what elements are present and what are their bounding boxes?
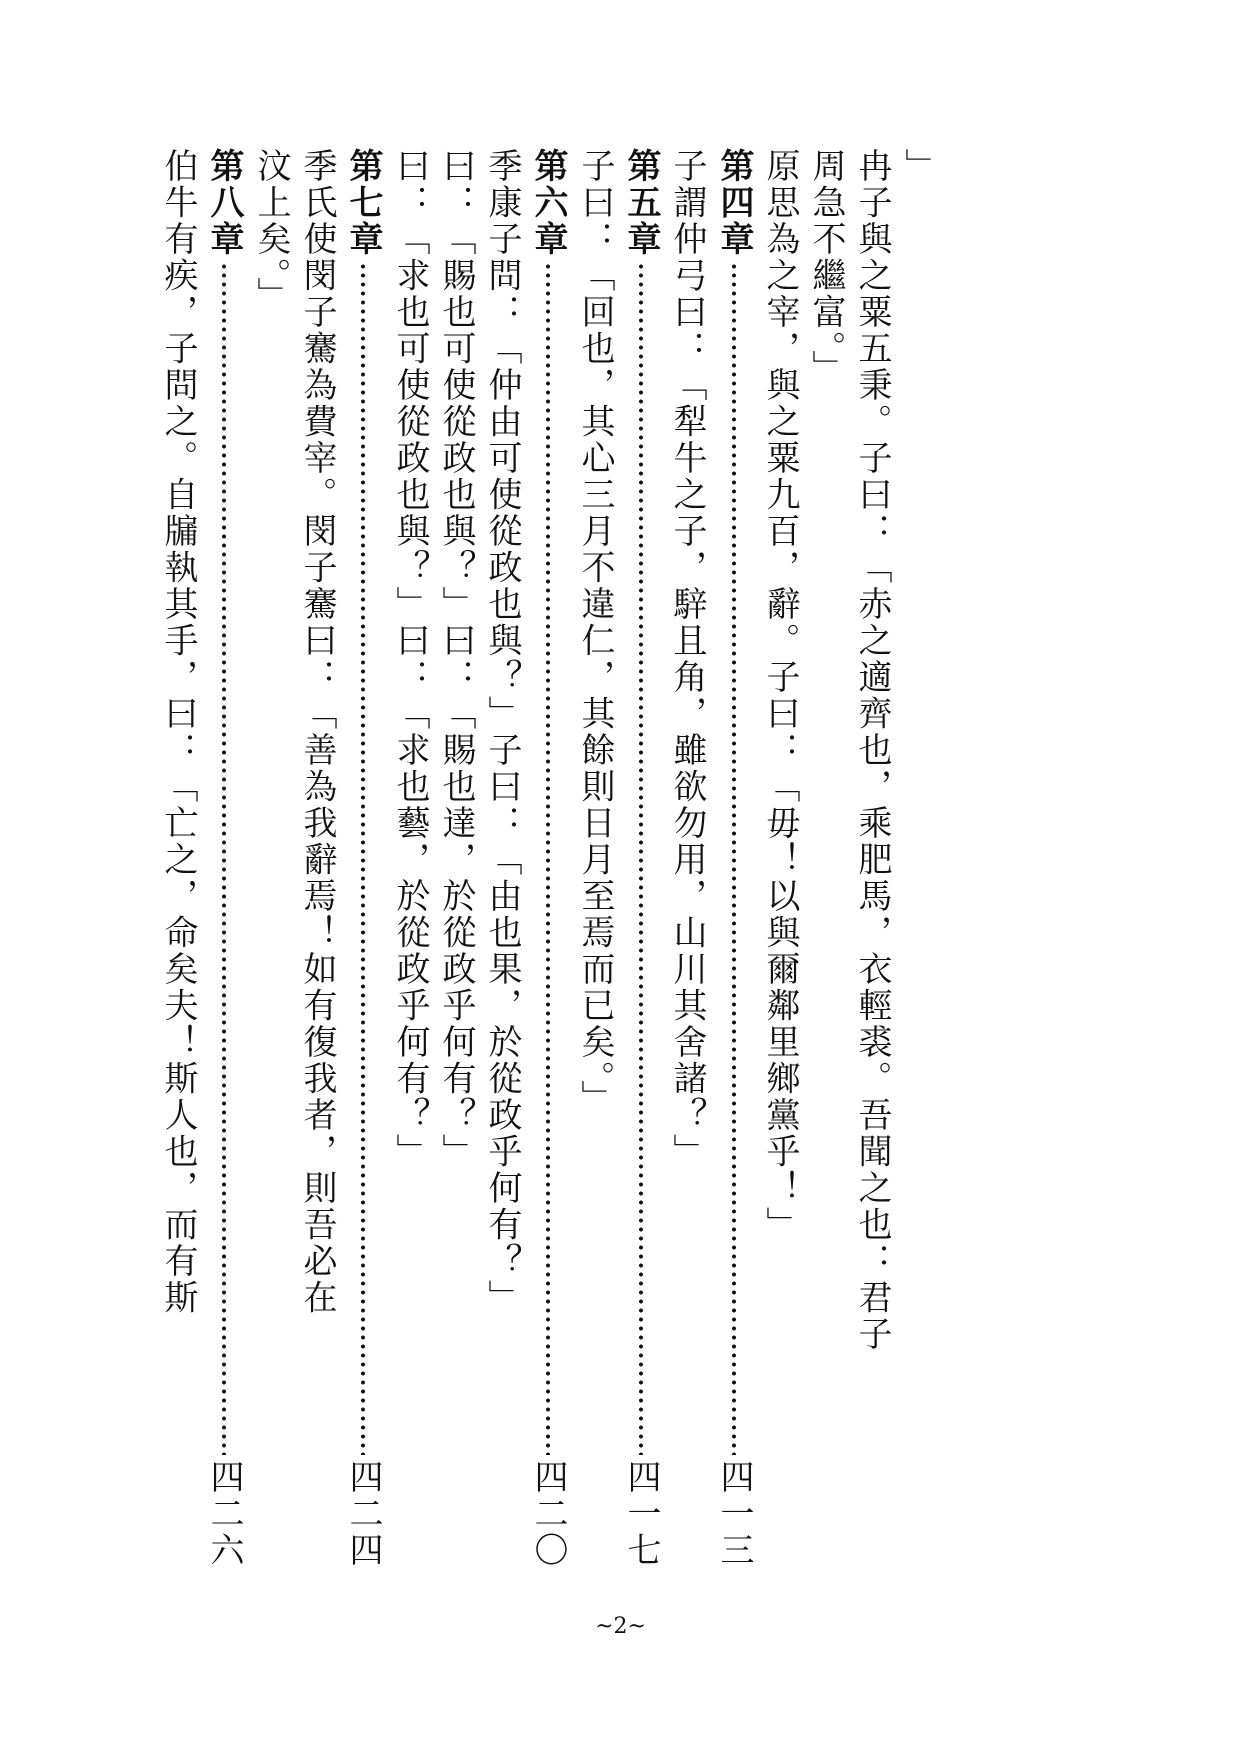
chapter-heading-8: [201, 148, 247, 1568]
chapter-page-number: 四二〇: [528, 1458, 568, 1568]
chapter-title: 第四章: [714, 148, 754, 258]
text-column: 原思為之宰，與之粟九百，辭。子曰：「毋！以與爾鄰里鄉黨乎！」: [760, 148, 800, 1243]
dot-leader: [221, 262, 227, 1455]
text-column: 伯牛有疾，子問之。自牖執其手，曰：「亡之，命矣夫！斯人也，而有斯: [158, 148, 198, 1316]
text-column: 曰：「賜也可使從政也與？」曰：「賜也達，於從政乎何有？」: [436, 148, 476, 1170]
text-column: 季氏使閔子騫為費宰。閔子騫曰：「善為我辭焉！如有復我者，則吾必在: [297, 148, 337, 1316]
text-column: 」: [899, 148, 939, 185]
text-column: 周急不繼富。」: [806, 148, 846, 387]
chapter-page-number: 四一三: [714, 1458, 754, 1568]
text-column: 子謂仲弓曰：「犁牛之子，騂且角，雖欲勿用，山川其舍諸？」: [667, 148, 707, 1170]
dot-leader: [360, 262, 366, 1455]
chapter-heading-6: [525, 148, 571, 1568]
text-column: 冉子與之粟五秉。子曰：「赤之適齊也，乘肥馬，衣輕裘。吾聞之也：君子: [852, 148, 892, 1353]
chapter-page-number: 四二四: [343, 1458, 383, 1568]
chapter-heading-5: [618, 148, 664, 1568]
chapter-title: 第五章: [621, 148, 661, 258]
dot-leader: [638, 262, 644, 1455]
dot-leader: [731, 262, 737, 1455]
chapter-title: 第八章: [204, 148, 244, 258]
chapter-page-number: 四二六: [204, 1458, 244, 1568]
text-column: 汶上矣。」: [251, 148, 291, 314]
chapter-heading-4: [711, 148, 757, 1568]
dot-leader: [545, 262, 551, 1455]
chapter-heading-7: [340, 148, 386, 1568]
chapter-title: 第六章: [528, 148, 568, 258]
chapter-title: 第七章: [343, 148, 383, 258]
page-number-footer: ~2~: [595, 1614, 646, 1639]
text-column: 子曰：「回也，其心三月不違仁，其餘則日月至焉而已矣。」: [575, 148, 615, 1117]
text-column: 曰：「求也可使從政也與？」曰：「求也藝，於從政乎何有？」: [390, 148, 430, 1170]
chapter-page-number: 四一七: [621, 1458, 661, 1568]
text-column: 季康子問：「仲由可使從政也與？」子曰：「由也果，於從政乎何有？」: [482, 148, 522, 1316]
